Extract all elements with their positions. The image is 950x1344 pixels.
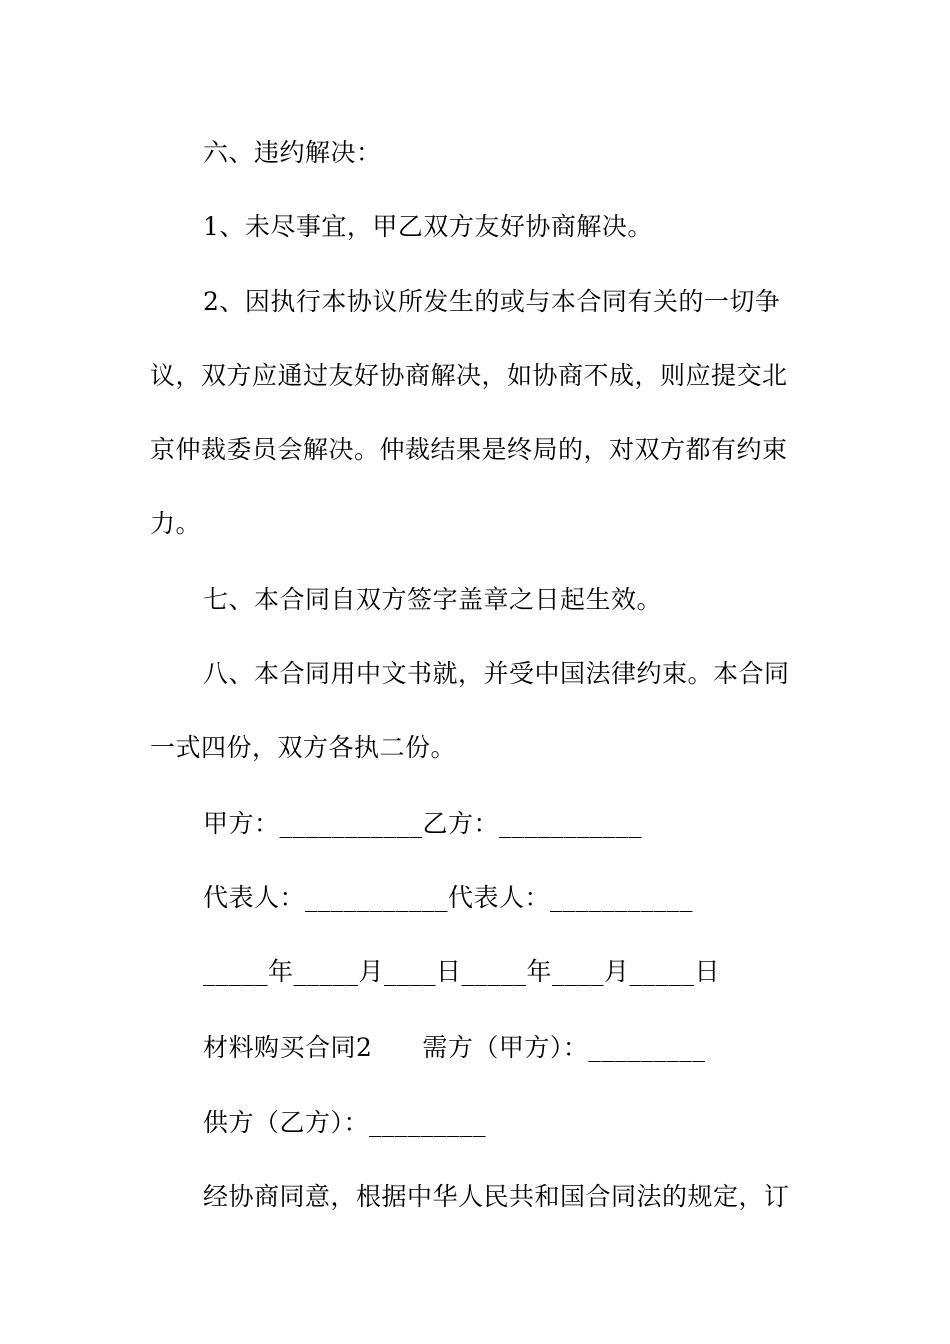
party-signature-line: 甲方：___________乙方：___________	[203, 809, 643, 838]
buyer-label: 需方（甲方）：_________	[422, 1033, 706, 1062]
section-six-heading: 六、违约解决：	[203, 138, 382, 167]
clause-2-line-2: 议，双方应通过友好协商解决，如协商不成，则应提交北	[150, 361, 788, 390]
date-signature-line: _____年_____月____日_____年____月_____日	[203, 957, 721, 986]
section-eight-line-2: 一式四份，双方各执二份。	[150, 733, 457, 762]
supplier-label: 供方（乙方）：_________	[203, 1108, 487, 1137]
contract-2-header	[203, 1033, 705, 1063]
clause-2-line-1: 2、因执行本协议所发生的或与本合同有关的一切争	[203, 287, 781, 316]
clause-2-line-4: 力。	[150, 509, 202, 538]
representative-signature-line: 代表人：___________代表人：___________	[203, 883, 694, 912]
section-seven: 七、本合同自双方签字盖章之日起生效。	[203, 585, 663, 614]
agreement-line: 经协商同意，根据中华人民共和国合同法的规定，订	[203, 1182, 790, 1211]
section-eight-line-1: 八、本合同用中文书就，并受中国法律约束。本合同	[203, 659, 790, 688]
contract-2-title: 材料购买合同2	[203, 1033, 373, 1062]
clause-1: 1、未尽事宜，甲乙双方友好协商解决。	[203, 212, 653, 241]
clause-2-line-3: 京仲裁委员会解决。仲裁结果是终局的，对双方都有约束	[150, 435, 788, 464]
